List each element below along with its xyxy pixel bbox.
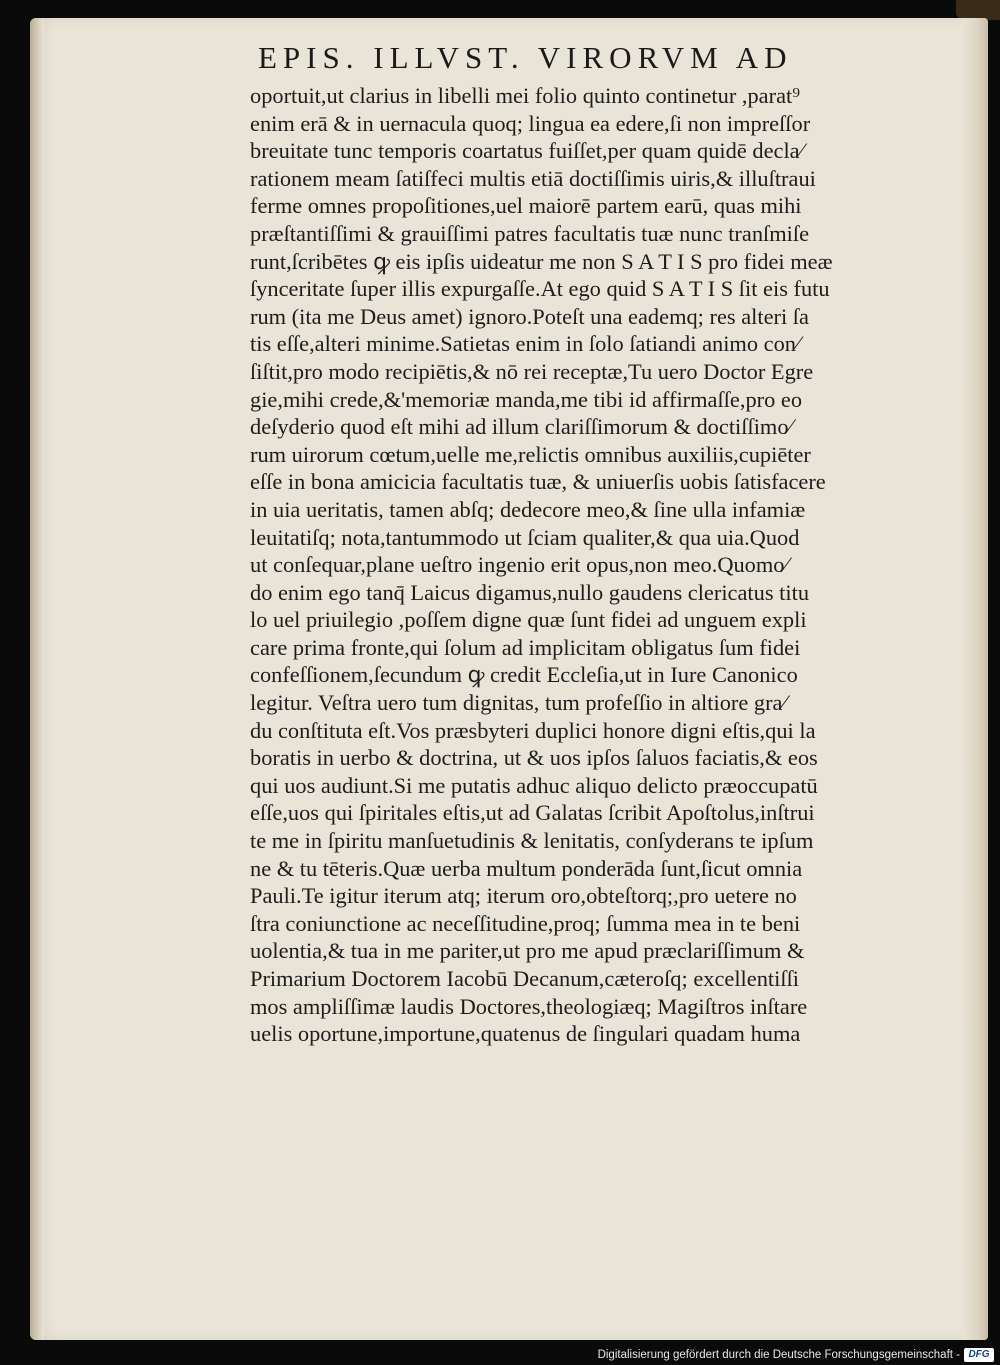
text-line: eſſe,uos qui ſpiritales eſtis,ut ad Galatas ſcribit Apoſtolus,inſtrui <box>250 800 815 826</box>
dfg-logo: DFG <box>964 1348 994 1362</box>
text-line: Primarium Doctorem Iacobū Decanum,cæteroſq; excellentiſſi <box>250 966 800 991</box>
funding-notice: Digitalisierung gefördert durch die Deutsche Forschungsgemeinschaft - <box>597 1349 960 1361</box>
text-line: ferme omnes propoſitiones,uel maiorē partem earū, quas mihi <box>250 193 802 219</box>
text-line: care prima fronte,qui ſolum ad implicitam obligatus ſum fidei <box>250 634 801 660</box>
text-line: enim erā & in uernacula quoq; lingua ea edere,ſi non impreſſor <box>250 110 811 136</box>
text-line: leuitatiſq; nota,tantummodo ut ſciam qualiter,& qua uia.Quod <box>250 524 800 550</box>
text-line: ſtra coniunctione ac neceſſitudine,proq; ſumma mea in te beni <box>250 910 801 936</box>
text-line: du conſtituta eſt.Vos præsbyteri duplici honore digni eſtis,qui la <box>250 717 816 743</box>
text-line: rum (ita me Deus amet) ignoro.Poteſt una eademq; res alteri ſa <box>250 303 809 329</box>
text-line: uelis oportune,importune,quatenus de ſingulari quadam huma <box>250 1021 801 1047</box>
binding-corner <box>956 0 1000 20</box>
text-line: ſynceritate ſuper illis expurgaſſe.At ego quid S A T I S ſit eis futu <box>250 276 830 302</box>
text-line: mos ampliſſimæ laudis Doctores,theologiæq; Magiſtros inſtare <box>250 993 808 1019</box>
text-line: rationem meam ſatiſfeci multis etiā doctiſſimis uiris,& illuſtraui <box>250 165 816 191</box>
text-line: eſſe in bona amicicia facultatis tuæ, & uniuerſis uobis ſatisfacere <box>250 469 826 495</box>
text-line: confeſſionem,ſecundum ꝙ credit Eccleſia,ut in Iure Canonico <box>250 662 798 688</box>
text-line: deſyderio quod eſt mihi ad illum clariſſimorum & doctiſſimo⁄ <box>250 414 793 440</box>
text-line: in uia ueritatis, tamen abſq; dedecore meo,& ſine ulla infamiæ <box>250 496 806 522</box>
text-line: oportuit,ut clarius in libelli mei folio quinto continetur ,parat⁹ <box>250 83 801 108</box>
text-line: præſtantiſſimi & grauiſſimi patres facultatis tuæ nunc tranſmiſe <box>250 220 810 246</box>
page-gutter-shadow <box>30 18 44 1340</box>
text-line: breuitate tunc temporis coartatus fuiſſet,per quam quidē decla⁄ <box>250 138 804 164</box>
text-line: tis eſſe,alteri minime.Satietas enim in ſolo ſatiandi animo con⁄ <box>250 331 800 357</box>
text-line: do enim ego tanq̄ Laicus digamus,nullo gaudens clericatus titu <box>250 579 810 605</box>
page-fore-edge <box>962 18 988 1340</box>
text-line: Pauli.Te igitur iterum atq; iterum oro,obteſtorq;,pro uetere no <box>250 883 797 909</box>
text-line: lo uel priuilegio ,poſſem digne quæ ſunt fidei ad unguem expli <box>250 607 807 633</box>
body-text <box>250 82 910 1048</box>
running-head: EPIS. ILLVST. VIRORVM AD <box>258 40 793 75</box>
text-line: ne & tu tēteris.Quæ uerba multum ponderāda ſunt,ſicut omnia <box>250 855 803 881</box>
text-line: gie,mihi crede,&'memoriæ manda,me tibi id affirmaſſe,pro eo <box>250 386 803 412</box>
text-line: uolentia,& tua in me pariter,ut pro me apud præclariſſimum & <box>250 938 805 964</box>
text-line: ut conſequar,plane ueſtro ingenio erit opus,non meo.Quomo⁄ <box>250 552 789 578</box>
text-line: rum uirorum cœtum,uelle me,relictis omnibus auxiliis,cupiēter <box>250 441 811 467</box>
text-line: ſiſtit,pro modo recipiētis,& nō rei receptæ,Tu uero Doctor Egre <box>250 358 814 384</box>
text-line: te me in ſpiritu manſuetudinis & lenitatis, conſyderans te ipſum <box>250 828 814 854</box>
text-line: qui uos audiunt.Si me putatis adhuc aliquo delicto præoccupatū <box>250 772 818 798</box>
text-line: boratis in uerbo & doctrina, ut & uos ipſos ſaluos faciatis,& eos <box>250 745 818 771</box>
text-line: legitur. Veſtra uero tum dignitas, tum profeſſio in altiore gra⁄ <box>250 690 787 716</box>
text-line: runt,ſcribētes ꝙ eis ipſis uideatur me non S A T I S pro fidei meæ <box>250 248 833 274</box>
